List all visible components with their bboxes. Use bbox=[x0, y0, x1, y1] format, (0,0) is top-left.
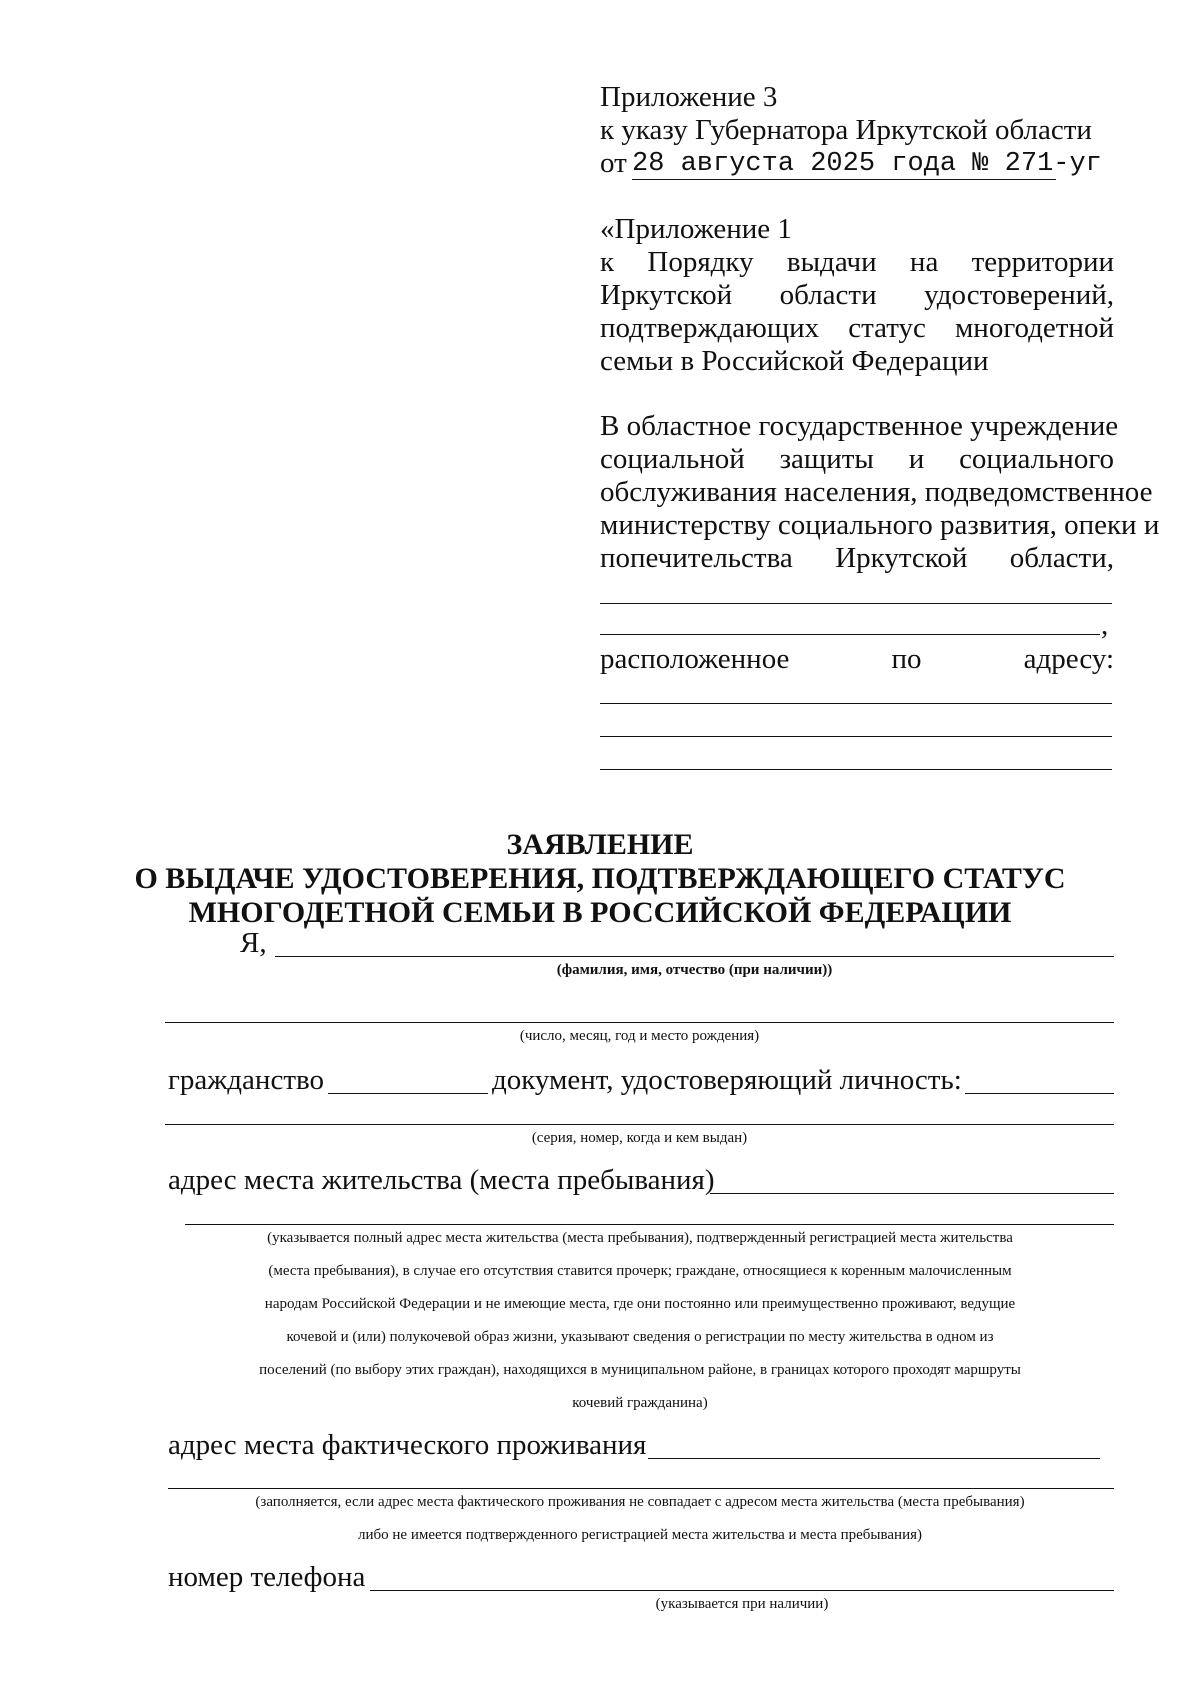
institution-address-line-3 bbox=[600, 769, 1112, 770]
residence-hint-line: (указывается полный адрес места жительства (места пребывания), подтвержденный регистрацией места жительства bbox=[267, 1230, 1013, 1246]
appendix-date-filled: 28 августа 2025 года № 271-уг bbox=[632, 149, 1102, 179]
residence-hint-line: кочевий гражданина) bbox=[572, 1395, 708, 1411]
residence-hint-line: поселений (по выбору этих граждан), находящихся в муниципальном районе, в границах которого проходят маршруты bbox=[259, 1362, 1021, 1378]
id-document-label: документ, удостоверяющий личность: bbox=[492, 1064, 962, 1096]
institution-address-line-2 bbox=[600, 736, 1112, 737]
appendix-decree-ref: к указу Губернатора Иркутской области bbox=[600, 114, 1092, 146]
appendix-date-prefix: от bbox=[600, 147, 627, 179]
nested-appendix-line3: Иркутской области удостоверений, bbox=[600, 279, 1114, 311]
full-name-hint: (фамилия, имя, отчество (при наличии)) bbox=[556, 962, 833, 978]
located-at-label: расположенное по адресу: bbox=[600, 643, 1114, 675]
id-document-hint: (серия, номер, когда и кем выдан) bbox=[531, 1130, 748, 1146]
institution-comma: , bbox=[1101, 609, 1109, 641]
addressee-line4: министерству социального развития, опеки и bbox=[600, 509, 1160, 541]
institution-name-line-2 bbox=[600, 634, 1100, 635]
addressee-line3: обслуживания населения, подведомственное bbox=[600, 476, 1153, 508]
statement-subtitle-line2: МНОГОДЕТНОЙ СЕМЬИ В РОССИЙСКОЙ ФЕДЕРАЦИИ bbox=[188, 896, 1012, 929]
residence-address-field[interactable] bbox=[710, 1193, 1114, 1194]
i-label: Я, bbox=[240, 927, 267, 959]
statement-title: ЗАЯВЛЕНИЕ bbox=[506, 828, 694, 861]
residence-address-field-2[interactable] bbox=[185, 1224, 1114, 1225]
phone-field[interactable] bbox=[370, 1590, 1114, 1591]
statement-subtitle-line1: О ВЫДАЧЕ УДОСТОВЕРЕНИЯ, ПОДТВЕРЖДАЮЩЕГО СТАТУС bbox=[134, 862, 1066, 895]
citizenship-label: гражданство bbox=[168, 1064, 324, 1096]
residence-address-label: адрес места жительства (места пребывания) bbox=[168, 1164, 715, 1196]
date-underline bbox=[632, 179, 1056, 180]
residence-hint-line: (места пребывания), в случае его отсутствия ставится прочерк; граждане, относящиеся к коренным малочисленным bbox=[268, 1263, 1012, 1279]
birth-date-place-hint: (число, месяц, год и место рождения) bbox=[519, 1028, 760, 1044]
phone-label: номер телефона bbox=[168, 1561, 366, 1593]
nested-appendix-title: «Приложение 1 bbox=[600, 213, 792, 245]
addressee-line5: попечительства Иркутской области, bbox=[600, 542, 1114, 574]
full-name-field[interactable] bbox=[275, 956, 1114, 957]
residence-hint-line: народам Российской Федерации и не имеющие места, где они постоянно или преимущественно проживают, ведущие bbox=[264, 1296, 1016, 1312]
citizenship-field[interactable] bbox=[328, 1093, 488, 1094]
nested-appendix-line5: семьи в Российской Федерации bbox=[600, 345, 989, 377]
actual-hint-line: либо не имеется подтвержденного регистрацией места жительства и места пребывания) bbox=[357, 1527, 923, 1543]
id-document-details-field[interactable] bbox=[165, 1124, 1114, 1125]
phone-hint: (указывается при наличии) bbox=[655, 1596, 829, 1612]
id-document-field[interactable] bbox=[965, 1093, 1114, 1094]
actual-address-label: адрес места фактического проживания bbox=[168, 1429, 647, 1461]
birth-date-place-field[interactable] bbox=[165, 1022, 1114, 1023]
institution-address-line-1 bbox=[600, 703, 1112, 704]
actual-hint-line: (заполняется, если адрес места фактического проживания не совпадает с адресом места жительства (места пребывания) bbox=[255, 1494, 1025, 1510]
nested-appendix-line2: к Порядку выдачи на территории bbox=[600, 246, 1114, 278]
institution-name-line-1 bbox=[600, 603, 1112, 604]
actual-address-field-2[interactable] bbox=[168, 1488, 1114, 1489]
residence-hint-line: кочевой и (или) полукочевой образ жизни, указывают сведения о регистрации по месту жительства в одном из bbox=[286, 1329, 994, 1345]
actual-address-field[interactable] bbox=[648, 1458, 1100, 1459]
addressee-line1: В областное государственное учреждение bbox=[600, 410, 1119, 442]
addressee-line2: социальной защиты и социального bbox=[600, 443, 1114, 475]
appendix-number: Приложение 3 bbox=[600, 81, 778, 113]
nested-appendix-line4: подтверждающих статус многодетной bbox=[600, 312, 1114, 344]
